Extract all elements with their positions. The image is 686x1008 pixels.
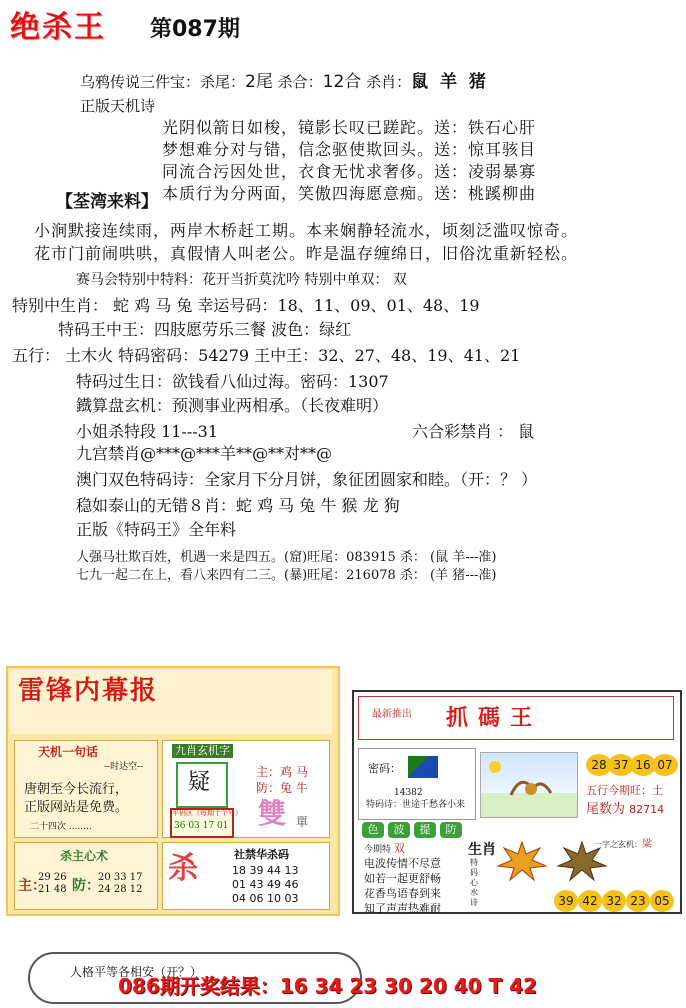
seqi-tag: 波 [388, 822, 410, 838]
ox-icon [556, 838, 608, 882]
liuhe-row: 六合彩禁肖 ： 鼠 [412, 422, 535, 441]
number-ball: 23 [626, 890, 650, 912]
seqi-tag: 防 [440, 822, 462, 838]
wencuo-row: 稳如泰山的无错８肖：蛇 鸡 马 兔 牛 猴 龙 狗 [76, 496, 400, 515]
kill-he-label: 杀合： [277, 73, 323, 91]
wuxing-line [586, 784, 663, 798]
poem-line: 同流合污因处世，衣食无忧求奢侈。送：凌弱暴寡 [162, 162, 537, 181]
poem-line: 如若一起更舒畅 [364, 872, 441, 885]
number-ball: 42 [578, 890, 602, 912]
logo-icon [408, 756, 438, 778]
cloud-text: 人格平等各相安（开？） [70, 965, 203, 979]
mima-value: 14382 [394, 788, 423, 798]
number-ball: 39 [554, 890, 578, 912]
jinqi-label: 今期特 [364, 845, 392, 855]
poem-line: 电波传情不尽意 [364, 857, 441, 870]
kill-zodiac-value: 鼠 羊 猪 [411, 72, 489, 92]
shengxiao-row: 特别中生肖： 蛇 鸡 马 兔 幸运号码：18、11、09、01、48、19 [12, 296, 480, 315]
shezhi-label: 社禁华杀码 [234, 848, 289, 861]
quanwan-line: 花市门前闹哄哄，真假情人叫老公。昨是温存缠绵日，旧俗沈重新轻松。 [34, 244, 579, 263]
shezhi-grid-row: 01 43 49 46 [232, 878, 299, 891]
fang-row [256, 778, 308, 798]
kill-he-value: 12合 [322, 72, 362, 92]
tema-xin-label: 特码心水诗 [470, 858, 478, 907]
banner-title: 抓碼王 [446, 705, 543, 731]
poem-title: 正版天机诗 [80, 97, 156, 115]
seqi-tag: 提 [414, 822, 436, 838]
jinqi-row [364, 842, 405, 857]
number-ball: 07 [652, 754, 678, 776]
page-title: 绝杀王 [10, 10, 106, 45]
shezhi-grid-row: 18 39 44 13 [232, 864, 299, 877]
quanwan-label: 【荃湾来料】 [56, 192, 158, 212]
pingte-nums: 36 03 17 01 [174, 821, 229, 831]
seqi-tag: 色 [362, 822, 384, 838]
crow-legend-line [80, 72, 489, 92]
fang2-nums: 20 33 17 24 28 12 [98, 872, 143, 895]
fang2-label: 防： [72, 878, 100, 894]
tianji-msg: 正版网站是免费。 [24, 800, 129, 815]
poem-line: 本质行为分两面，笑傲四海愿意痴。送：桃蹊柳曲 [162, 184, 537, 203]
zhu2-label: 主： [18, 878, 46, 894]
yizi-value: 粱 [642, 839, 652, 850]
zhu-label: 主： [256, 765, 281, 779]
weishu-line [586, 800, 664, 820]
shengxiao-label: 生肖 [468, 842, 496, 858]
yi-char: 疑 [188, 770, 211, 795]
aomen-row: 澳门双色特码诗：全家月下分月饼，象征团圆家和睦。（开：？ ） [76, 470, 538, 489]
wuxing-label: 五行今期旺： [586, 784, 652, 797]
number-ball: 16 [630, 754, 656, 776]
number-ball: 37 [608, 754, 634, 776]
draw-result: 086期开奖结果：16 34 23 30 20 40 T 42 [118, 974, 537, 998]
wuxing-value: 土 [652, 784, 663, 797]
zhu-value: 鸡 马 [280, 765, 308, 779]
issue-number: 第087期 [150, 17, 240, 42]
zhengban-row: 正版《特码王》全年料 [76, 520, 237, 539]
poem-line: 梦想难分对与错，信念驱使欺回头。送：惊耳骇目 [162, 140, 537, 159]
number-ball: 32 [602, 890, 626, 912]
weishu-label: 尾数为 [586, 802, 626, 817]
jinqi-value: 双 [393, 842, 405, 855]
kill-zodiac-label: 杀肖： [366, 73, 412, 91]
tianji-dots: 二十四次 ........ [30, 822, 92, 832]
poem-line: 光阴似箭日如梭，镜影长叹已蹉跎。送：铁石心肝 [162, 118, 537, 137]
mima-label: 密码： [368, 762, 401, 775]
jiexin-label: 杀主心术 [60, 849, 109, 863]
tiesuan-row: 鐡算盘玄机：预测事业两相承。（长夜难明） [76, 396, 389, 415]
shezhi-grid-row: 04 06 10 03 [232, 892, 299, 905]
tema-value: 世途千愁各小来 [402, 800, 466, 810]
fang-label: 防： [256, 781, 281, 795]
yizi-label: 一字之玄机： [594, 840, 642, 849]
tema-row [366, 798, 465, 812]
leifeng-header: 雷锋内幕报 [18, 676, 159, 706]
kill-tail-label: 乌鸦传说三件宝：杀尾： [80, 73, 246, 91]
poem-line: 花香鸟语春到来 [364, 887, 441, 900]
tianji-sub: --时达空-- [104, 762, 144, 772]
mima-row [368, 762, 401, 776]
ren-row: 人强马壮欺百姓，机遇一来是四五。(窟)旺尾：083915 杀： (鼠 羊---准) [76, 550, 497, 565]
zhu2-nums: 29 26 21 48 [38, 872, 67, 895]
xiaojie-row: 小姐杀特段 11---31 [76, 422, 219, 441]
banner-small: 最新推出 [372, 709, 412, 720]
jiugong-row: 九宫禁肖@***@***羊**@**对**@ [76, 444, 333, 463]
fang-value: 兔 牛 [280, 781, 308, 795]
quanwan-line: 小涧默接连续雨，两岸木桥赶工期。本来娴静轻流水，顷刻泛滥叹惊奇。 [34, 221, 579, 240]
rooster-icon [496, 838, 548, 882]
kill-tail-value: 2尾 [245, 72, 273, 92]
number-ball: 28 [586, 754, 612, 776]
dan-char: 單 [296, 815, 309, 829]
shuang-char: 雙 [258, 797, 287, 830]
pingte-label: 平码区（每期十个号） [172, 809, 242, 817]
poem-line: 知了声声热难耐 [364, 902, 441, 915]
tema-label: 特码诗： [366, 800, 403, 810]
tianji-label: 天机一句话 [38, 745, 99, 759]
ren-row: 七九一起二在上，看八来四有二三。(暴)旺尾：216078 杀： (羊 猪---准) [76, 568, 497, 583]
sha-char: 杀 [168, 851, 198, 886]
tianji-msg: 唐朝至今长流行， [24, 782, 129, 797]
temawang-row: 特码王中王：四肢愿劳乐三餐 波色：绿红 [58, 320, 352, 339]
weishu-value: 82714 [629, 803, 665, 816]
tuijian-label: 九肖玄机字 [172, 744, 233, 758]
saima-row: 赛马会特别中特料：花开当折莫沈吟 特别中单双： 双 [76, 272, 407, 288]
shengri-row: 特码过生日：欲钱看八仙过海。密码：1307 [76, 372, 389, 391]
number-ball: 05 [650, 890, 674, 912]
bird-picture [480, 752, 578, 818]
wuxing-row: 五行： 土木火 特码密码：54279 王中王：32、27、48、19、41、21 [12, 346, 521, 365]
